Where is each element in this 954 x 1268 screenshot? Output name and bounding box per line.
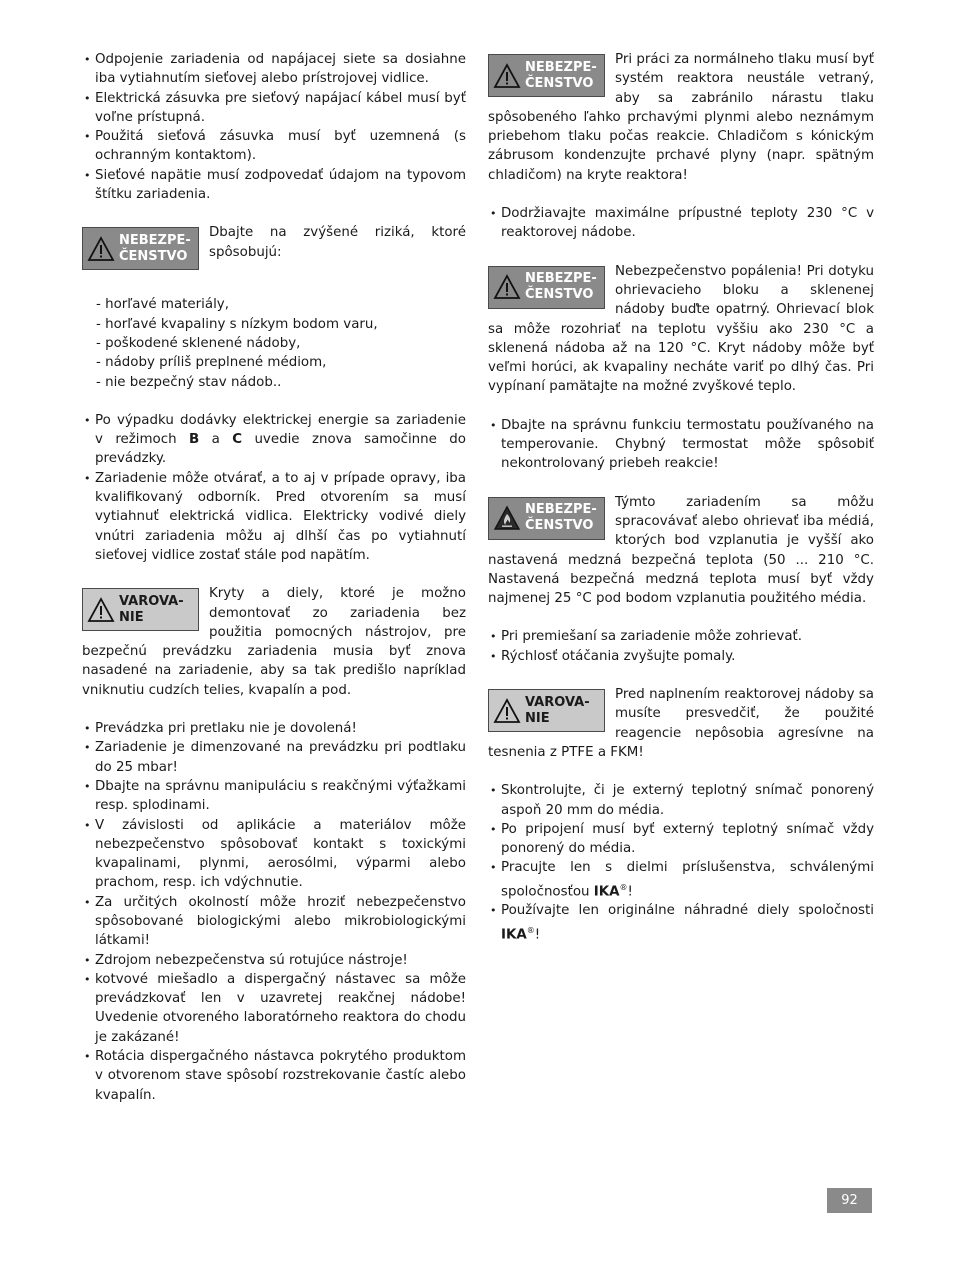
warning-triangle-icon: [87, 597, 115, 623]
badge-label: VAROVA- NIE: [119, 593, 184, 625]
list-item: - nie bezpečný stav nádob..: [96, 374, 282, 390]
list-item: • Po výpadku dodávky elektrickej energie sa zariadenie v režimoch B a C uvedie znova samočinne do prevádzky.: [82, 411, 466, 469]
list-item: • Pracujte len s dielmi príslušenstva, schválenými spoločnosťou IKA®!: [488, 858, 874, 901]
list-item: • Elektrická zásuvka pre sieťový napájací kábel musí byť voľne prístupná.: [82, 89, 466, 128]
list-item: • Po pripojení musí byť externý teplotný snímač vždy ponorený do média.: [488, 820, 874, 859]
danger-badge: [488, 54, 605, 97]
list-item: • Odpojenie zariadenia od napájacej siete sa dosiahne iba vytiahnutím sieťovej alebo prístrojovej vidlice.: [82, 50, 466, 89]
temperature-bullets: [488, 204, 874, 243]
danger-notice: [488, 50, 874, 185]
list-item: • Rýchlosť otáčania zvyšujte pomaly.: [488, 647, 874, 666]
list-item: • Dodržiavajte maximálne prípustné teploty 230 °C v reaktorovej nádobe.: [488, 204, 874, 243]
badge-label: NEBEZPE- ČENSTVO: [525, 502, 597, 534]
list-item: • Sieťové napätie musí zodpovedať údajom na typovom štítku zariadenia.: [82, 166, 466, 205]
badge-label: NEBEZPE- ČENSTVO: [525, 271, 597, 303]
warning-notice: [82, 584, 466, 700]
operation-bullets: [82, 411, 466, 565]
badge-label: NEBEZPE- ČENSTVO: [119, 232, 191, 264]
warning-notice: [488, 685, 874, 762]
badge-label: NEBEZPE- ČENSTVO: [525, 59, 597, 91]
list-item: • Používajte len originálne náhradné diely spoločnosti IKA®!: [488, 901, 874, 944]
stirring-bullets: [488, 627, 874, 666]
risk-list: [82, 295, 466, 391]
page-number: 92: [827, 1188, 872, 1213]
burn-danger-notice: [488, 262, 874, 397]
danger-text: Týmto zariadením sa môžu spracovávať alebo ohrievať iba médiá, ktorých bod vzplanutia je vyšší ako nastavená medzná bezpečná teplota (50 ... 210 °C. Nastavená bezpečná medzná teplota musí byť vždy najmenej 25 °C pod bodom vzplanutia použitého média.: [488, 494, 874, 607]
list-item: - horľavé kvapaliny s nízkym bodom varu,: [96, 316, 378, 332]
sensor-bullets: [488, 781, 874, 944]
warning-triangle-icon: [493, 698, 521, 724]
list-item: • Použitá sieťová zásuvka musí byť uzemnená (s ochranným kontaktom).: [82, 127, 466, 166]
list-item: • Dbajte na správnu funkciu termostatu používaného na temperovanie. Chybný termostat môže spôsobiť nekontrolovaný priebeh reakcie!: [488, 416, 874, 474]
warning-badge: [82, 588, 199, 631]
flammable-danger-notice: [488, 493, 874, 609]
list-item: • Zariadenie môže otvárať, a to aj v prípade opravy, iba kvalifikovaný odborník. Pred otvorením sa musí vytiahnuť elektrická vidlica. Elektricky vodivé diely vnútri zariadenia môžu aj dlhší čas po vytiahnutí sieťovej vidlice zostať stále pod napätím.: [82, 469, 466, 565]
list-item: • Skontrolujte, či je externý teplotný snímač ponorený aspoň 20 mm do média.: [488, 781, 874, 820]
warning-text: Pred naplnením reaktorovej nádoby sa musíte presvedčiť, že použité reagencie nepôsobia agresívne na tesnenia z PTFE a FKM!: [488, 687, 874, 760]
list-item: - nádoby príliš preplnené médiom,: [96, 355, 327, 371]
badge-label: VAROVA- NIE: [525, 694, 590, 726]
list-item: • Pri premiešaní sa zariadenie môže zohrievať.: [488, 627, 874, 646]
danger-text: Pri práci za normálneho tlaku musí byť systém reaktora neustále vetraný, aby sa zabránilo nárastu tlaku spôsobeného ľahko prchavými plynmi alebo neznámym priebehom tlaku počas reakcie. Chladičom s kónickým zábrusom kondenzujte prchavé plyny (napr. spätným chladičom) na kryte reaktora!: [488, 52, 874, 183]
warning-triangle-icon: [493, 63, 521, 89]
hazard-bullets: [82, 719, 466, 1105]
list-item: • Prevádzka pri pretlaku nie je dovolená!: [82, 719, 466, 738]
warning-triangle-icon: [493, 274, 521, 300]
list-item: • V závislosti od aplikácie a materiálov môže nebezpečenstvo spôsobovať kontakt s toxickými kvapalinami, plynmi, aerosólmi, výparmi alebo prachom, resp. ich vdýchnutie.: [82, 816, 466, 893]
power-bullets: [82, 50, 466, 204]
danger-badge: [488, 497, 605, 540]
danger-badge: [488, 266, 605, 309]
list-item: • Zdrojom nebezpečenstva sú rotujúce nástroje!: [82, 951, 466, 970]
list-item: - horľavé materiály,: [96, 297, 229, 313]
list-item: • Zariadenie je dimenzované na prevádzku pri podtlaku do 25 mbar!: [82, 738, 466, 777]
warning-triangle-icon: [87, 236, 115, 262]
list-item: • Za určitých okolností môže hroziť nebezpečenstvo spôsobované biologickými alebo mikrobiologickými látkami!: [82, 893, 466, 951]
flammable-triangle-icon: [493, 505, 521, 531]
danger-notice: [82, 223, 466, 276]
list-item: • Rotácia dispergačného nástavca pokrytého produktom v otvorenom stave spôsobí rozstrekovanie častíc alebo kvapalín.: [82, 1047, 466, 1105]
list-item: - poškodené sklenené nádoby,: [96, 335, 301, 351]
danger-text: Nebezpečenstvo popálenia! Pri dotyku ohrievacieho bloku a sklenenej nádoby buďte opatrný. Ohrievací blok sa môže rozohriať na teplotu vyššiu ako 230 °C a sklenená nádoba až na 120 °C. Kryt nádoby môže byť veľmi horúci, ak kvapaliny necháte variť po dlhý čas. Pri vypínaní pamätajte na možné zvyškové teplo.: [488, 263, 874, 395]
list-item: • Dbajte na správnu manipuláciu s reakčnými výťažkami resp. splodinami.: [82, 777, 466, 816]
danger-badge: [82, 227, 199, 270]
warning-text: Kryty a diely, ktoré je možno demontovať zo zariadenia bez použitia pomocných nástrojov, pre bezpečnú prevádzku zariadenia musia byť znova nasadené na zariadenie, aby sa tak predišlo napríklad vniknutiu cudzích telies, kvapalín a pod.: [82, 586, 466, 698]
thermostat-bullets: [488, 416, 874, 474]
danger-text: Dbajte na zvýšené riziká, ktoré spôsobujú:: [209, 225, 466, 260]
right-column: [488, 50, 874, 945]
list-item: • kotvové miešadlo a dispergačný nástavec sa môže prevádzkovať len v uzavretej reakčnej nádobe! Uvedenie otvoreného laboratórneho reaktora do chodu je zakázané!: [82, 970, 466, 1047]
left-column: [82, 50, 466, 1105]
warning-badge: [488, 689, 605, 732]
